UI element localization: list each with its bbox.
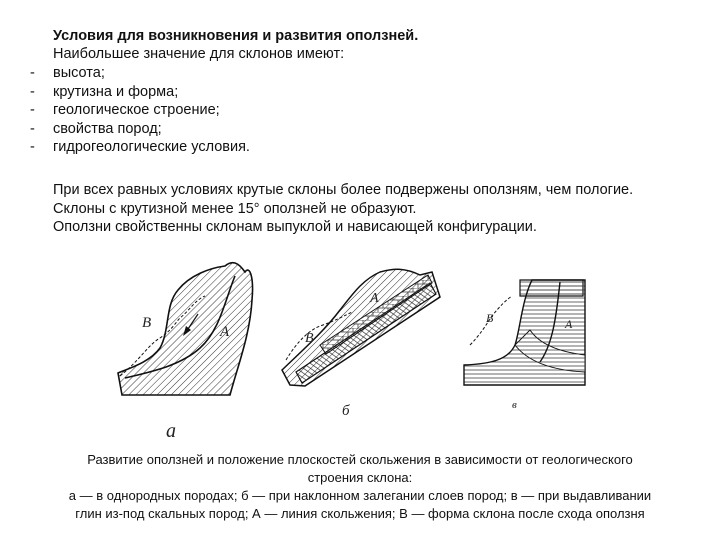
caption-line: Развитие оползней и положение плоскостей скольжения в зависимости от геологического	[87, 452, 633, 467]
paragraph-line: Оползни свойственны склонам выпуклой и нависающей конфигурации.	[53, 219, 537, 235]
paragraph-line: Склоны с крутизной менее 15° оползней не образуют.	[53, 200, 417, 217]
intro-text: Наибольшее значение для склонов имеют:	[53, 46, 345, 62]
list-bullet: -	[30, 120, 35, 137]
list-item-text: гидрогеологические условия.	[53, 139, 250, 155]
diagram-a	[118, 263, 253, 442]
diagram-b	[282, 269, 440, 419]
label-a: А	[565, 317, 573, 331]
label-b: В	[305, 331, 314, 346]
list-bullet: -	[30, 65, 35, 81]
diagram-letter: в	[512, 399, 517, 411]
label-a: А	[220, 324, 230, 340]
caption-line: строения склона:	[307, 470, 413, 485]
list-item-text: высота;	[53, 65, 105, 81]
diagram-letter: б	[342, 403, 350, 419]
list-item-text: крутизна и форма;	[53, 83, 179, 100]
diagram-letter: а	[166, 420, 176, 442]
list-item-text: геологическое строение;	[53, 102, 220, 118]
caption-line: а — в однородных породах; б — при наклонном залегании слоев пород; в — при выдавливании	[68, 488, 652, 503]
page-title: Условия для возникновения и развития оползней.	[53, 28, 419, 44]
list-bullet: -	[30, 102, 35, 118]
label-b: В	[142, 315, 152, 331]
figure-caption	[0, 451, 720, 523]
list-item-text: свойства пород;	[53, 120, 162, 137]
label-a: А	[370, 291, 379, 306]
caption-line: глин из-под скальных пород; А — линия скольжения; В — форма склона после схода оползня	[75, 506, 645, 521]
list-bullet: -	[30, 83, 35, 100]
paragraph-line: При всех равных условиях крутые склоны более подвержены оползням, чем пологие.	[53, 182, 634, 198]
diagram-c	[464, 280, 585, 411]
label-b: В	[486, 311, 494, 325]
list-bullet: -	[30, 139, 35, 155]
